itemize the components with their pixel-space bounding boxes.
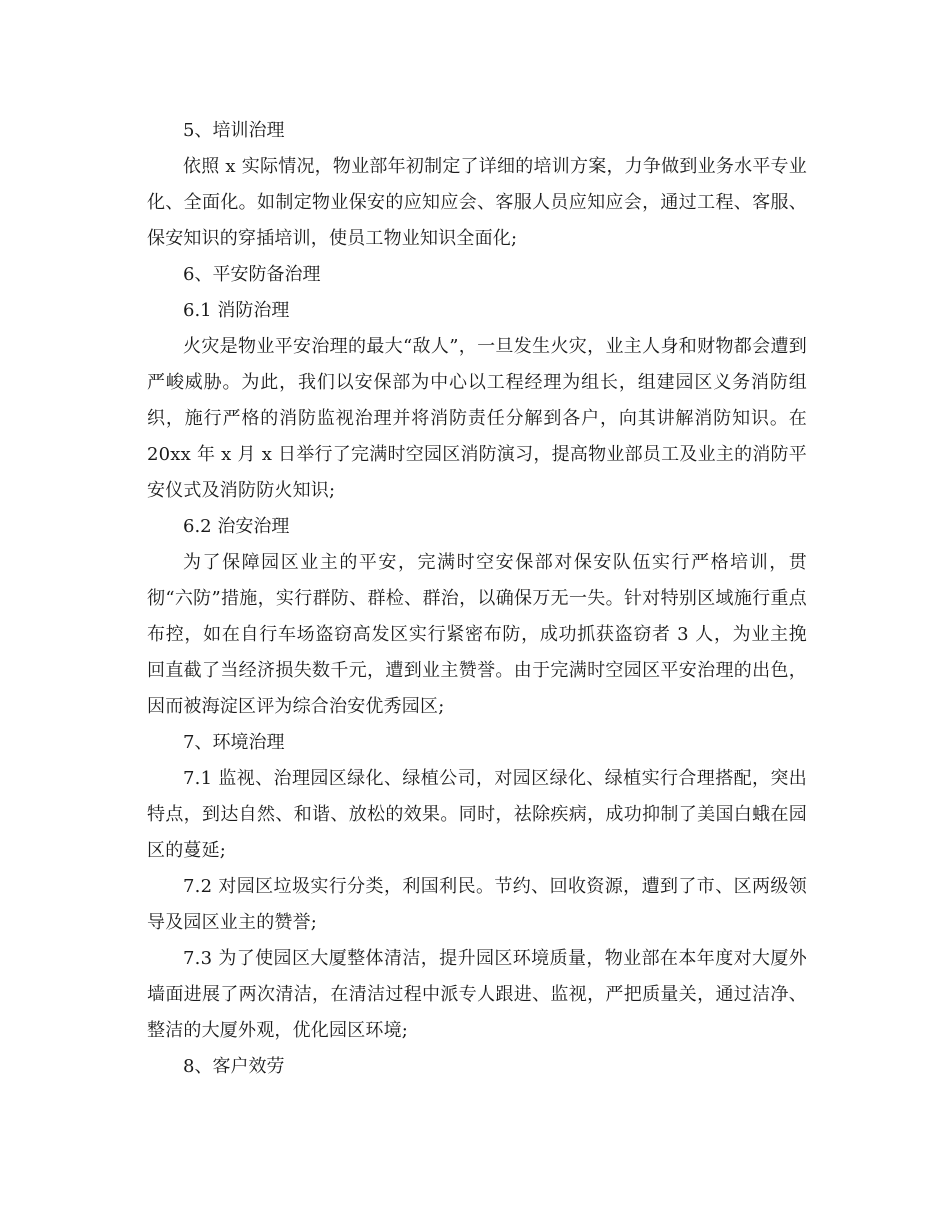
section-7-heading: 7、环境治理 <box>183 732 285 753</box>
section-7-1-body: 7.1 监视、治理园区绿化、绿植公司，对园区绿化、绿植实行合理搭配，突出特点，到达自然、和谐、放松的效果。同时，祛除疾病，成功抑制了美国白蛾在园区的蔓延; <box>147 768 807 861</box>
section-6-2-body: 为了保障园区业主的平安，完满时空安保部对保安队伍实行严格培训，贯彻“六防”措施，实行群防、群检、群治，以确保万无一失。针对特别区域施行重点布控，如在自行车场盗窃高发区实行紧密布防，成功抓获盗窃者 3 人，为业主挽回直截了当经济损失数千元，遭到业主赞誉。由于完满时空园区平安治理的出色，因而被海淀区评为综合治安优秀园区; <box>147 552 807 717</box>
section-7-3-body: 7.3 为了使园区大厦整体清洁，提升园区环境质量，物业部在本年度对大厦外墙面进展了两次清洁，在清洁过程中派专人跟进、监视，严把质量关，通过洁净、整洁的大厦外观，优化园区环境; <box>147 948 807 1041</box>
section-6-1-body: 火灾是物业平安治理的最大“敌人”，一旦发生火灾，业主人身和财物都会遭到严峻威胁。为此，我们以安保部为中心以工程经理为组长，组建园区义务消防组织，施行严格的消防监视治理并将消防责任分解到各户，向其讲解消防知识。在 20xx 年 x 月 x 日举行了完满时空园区消防演习，提高物业部员工及业主的消防平安仪式及消防防火知识; <box>147 336 807 501</box>
section-6-2-heading: 6.2 治安治理 <box>183 516 290 537</box>
section-5-body: 依照 x 实际情况，物业部年初制定了详细的培训方案，力争做到业务水平专业化、全面化。如制定物业保安的应知应会、客服人员应知应会，通过工程、客服、保安知识的穿插培训，使员工物业知识全面化; <box>147 156 807 249</box>
section-5-heading: 5、培训治理 <box>183 120 285 141</box>
section-7-2-body: 7.2 对园区垃圾实行分类，利国利民。节约、回收资源，遭到了市、区两级领导及园区业主的赞誉; <box>147 876 807 933</box>
section-8-heading: 8、客户效劳 <box>183 1056 285 1077</box>
section-6-heading: 6、平安防备治理 <box>183 264 321 285</box>
document-body <box>147 113 807 1085</box>
section-6-1-heading: 6.1 消防治理 <box>183 300 290 321</box>
